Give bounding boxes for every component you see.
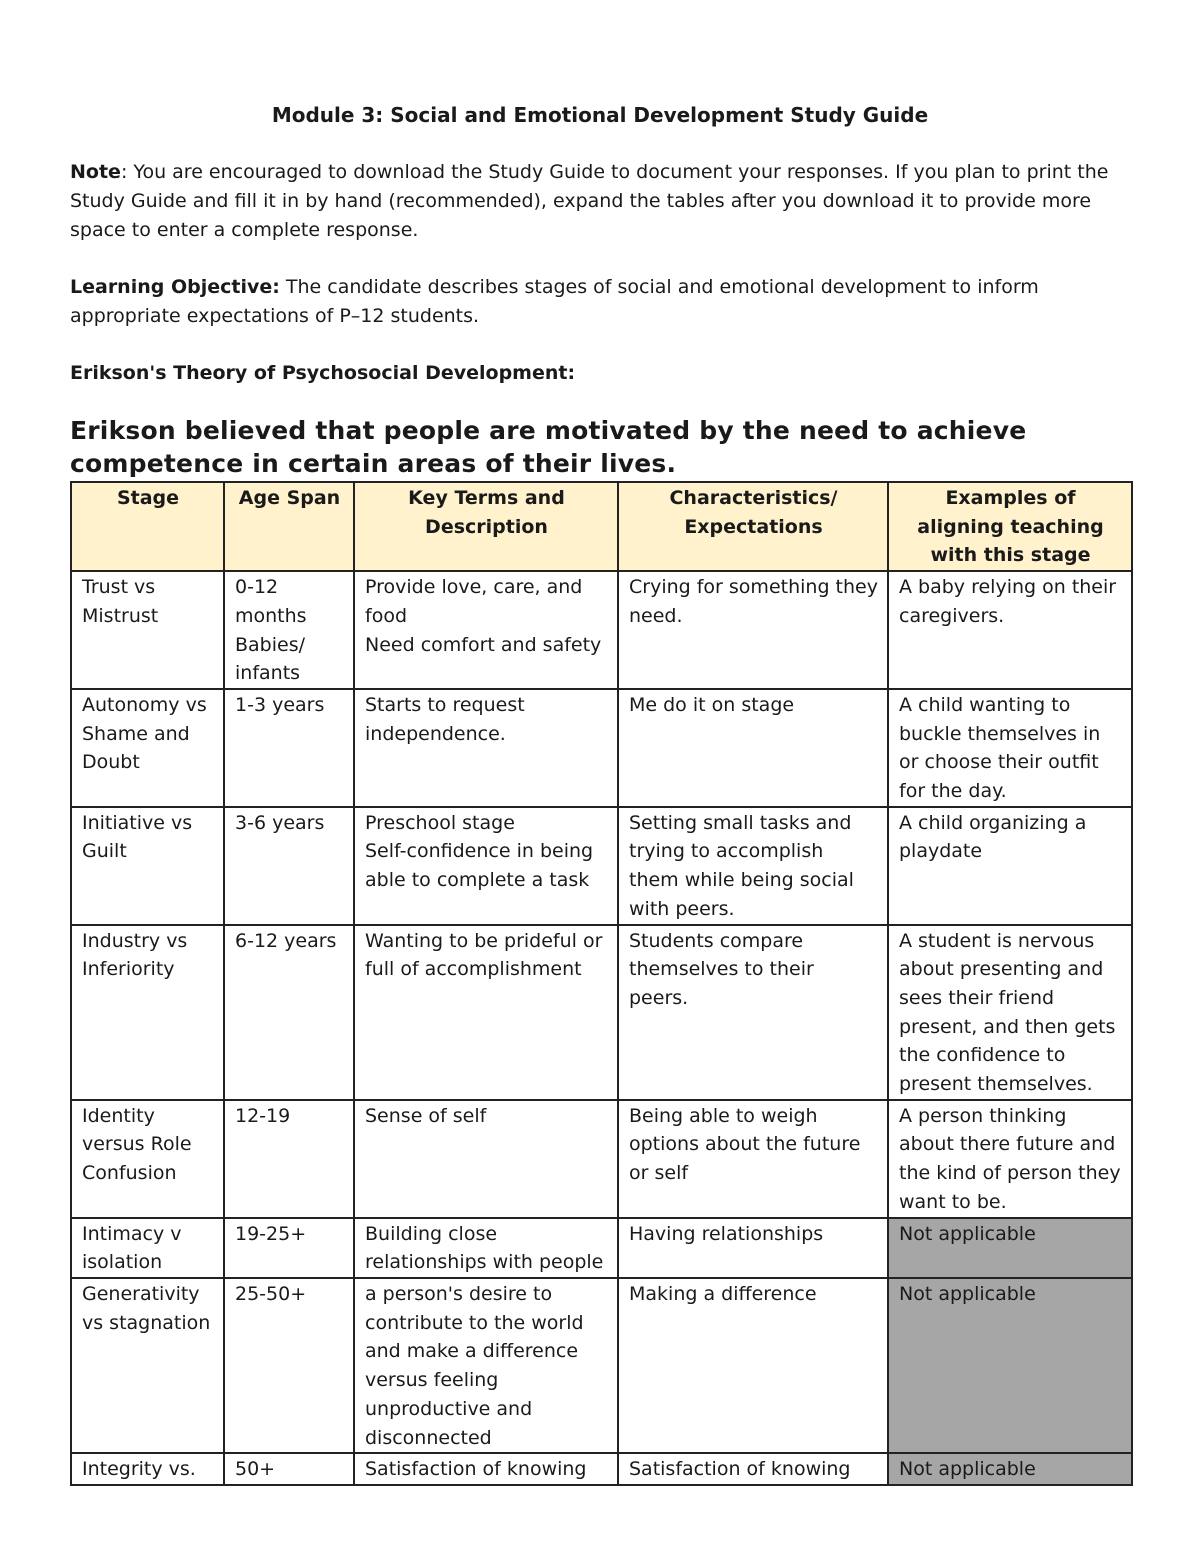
cell-stage: Integrity vs. — [71, 1453, 224, 1485]
table-row — [71, 925, 1132, 1100]
cell-key-terms: Sense of self — [354, 1100, 618, 1218]
cell-examples: A baby relying on their caregivers. — [888, 571, 1132, 689]
erikson-stages-table — [70, 481, 1133, 1486]
note-paragraph — [70, 158, 1140, 245]
cell-key-terms: Preschool stage Self-confidence in being able to complete a task — [354, 807, 618, 925]
cell-characteristics: Making a difference — [618, 1278, 888, 1453]
cell-key-terms: Wanting to be prideful or full of accomplishment — [354, 925, 618, 1100]
header-characteristics: Characteristics/ Expectations — [618, 482, 888, 571]
learning-objective-paragraph — [70, 273, 1140, 331]
table-row — [71, 1453, 1132, 1485]
page-title: Module 3: Social and Emotional Development Study Guide — [271, 103, 929, 127]
cell-examples: A person thinking about there future and the kind of person they want to be. — [888, 1100, 1132, 1218]
objective-label: Learning Objective: — [70, 276, 280, 298]
table-header-row — [71, 482, 1132, 571]
cell-age-span: 12-19 — [224, 1100, 354, 1218]
cell-age-span: 25-50+ — [224, 1278, 354, 1453]
cell-examples: Not applicable — [888, 1453, 1132, 1485]
table-row — [71, 1100, 1132, 1218]
cell-characteristics: Crying for something they need. — [618, 571, 888, 689]
table-row — [71, 1218, 1132, 1278]
table-row — [71, 807, 1132, 925]
cell-stage: Identity versus Role Confusion — [71, 1100, 224, 1218]
cell-characteristics: Having relationships — [618, 1218, 888, 1278]
cell-stage: Initiative vs Guilt — [71, 807, 224, 925]
header-age-span: Age Span — [224, 482, 354, 571]
note-label: Note — [70, 161, 121, 183]
cell-examples: Not applicable — [888, 1278, 1132, 1453]
cell-key-terms: Starts to request independence. — [354, 689, 618, 807]
note-text: : You are encouraged to download the Study Guide to document your responses. If you plan to print the Study Guide and fill it in by hand (recommended), expand the tables after you download it to provide more space to enter a complete response. — [70, 161, 1109, 241]
erikson-statement: Erikson believed that people are motivated by the need to achieve competence in certain areas of their lives. — [70, 416, 1027, 478]
cell-key-terms: Satisfaction of knowing — [354, 1453, 618, 1485]
header-stage: Stage — [71, 482, 224, 571]
cell-key-terms: Building close relationships with people — [354, 1218, 618, 1278]
cell-age-span: 50+ — [224, 1453, 354, 1485]
cell-examples: Not applicable — [888, 1218, 1132, 1278]
table-row — [71, 571, 1132, 689]
cell-age-span: 1-3 years — [224, 689, 354, 807]
table-row — [71, 1278, 1132, 1453]
cell-age-span: 19-25+ — [224, 1218, 354, 1278]
cell-key-terms: a person's desire to contribute to the world and make a difference versus feeling unproductive and disconnected — [354, 1278, 618, 1453]
cell-examples: A student is nervous about presenting and sees their friend present, and then gets the confidence to present themselves. — [888, 925, 1132, 1100]
header-key-terms: Key Terms and Description — [354, 482, 618, 571]
cell-age-span: 3-6 years — [224, 807, 354, 925]
section-heading: Erikson's Theory of Psychosocial Development: — [70, 362, 576, 384]
cell-examples: A child organizing a playdate — [888, 807, 1132, 925]
cell-key-terms: Provide love, care, and food Need comfort and safety — [354, 571, 618, 689]
cell-characteristics: Students compare themselves to their peers. — [618, 925, 888, 1100]
table-row — [71, 689, 1132, 807]
cell-stage: Industry vs Inferiority — [71, 925, 224, 1100]
cell-age-span: 0-12 months Babies/ infants — [224, 571, 354, 689]
objective-text: The candidate describes stages of social and emotional development to inform appropriate expectations of P–12 students. — [70, 276, 1039, 327]
cell-stage: Trust vs Mistrust — [71, 571, 224, 689]
cell-age-span: 6-12 years — [224, 925, 354, 1100]
cell-characteristics: Me do it on stage — [618, 689, 888, 807]
cell-stage: Intimacy v isolation — [71, 1218, 224, 1278]
cell-examples: A child wanting to buckle themselves in or choose their outfit for the day. — [888, 689, 1132, 807]
cell-characteristics: Satisfaction of knowing — [618, 1453, 888, 1485]
cell-stage: Generativity vs stagnation — [71, 1278, 224, 1453]
cell-characteristics: Being able to weigh options about the future or self — [618, 1100, 888, 1218]
cell-stage: Autonomy vs Shame and Doubt — [71, 689, 224, 807]
header-examples: Examples of aligning teaching with this stage — [888, 482, 1132, 571]
cell-characteristics: Setting small tasks and trying to accomplish them while being social with peers. — [618, 807, 888, 925]
